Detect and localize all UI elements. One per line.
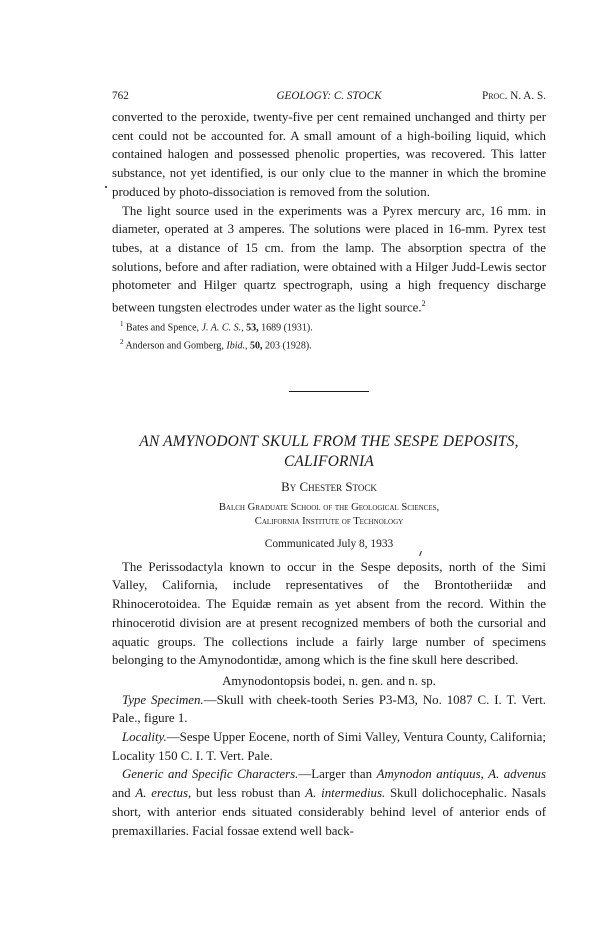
characters-paragraph: Generic and Specific Characters.—Larger than Amynodon antiquus, A. advenus and A. erectus, but less robust than A. intermedius. Skull dolichocephalic. Nasals short, with anterior ends situated considerably behind level of anterior ends of premaxillaries. Facial fossae extend well back- <box>112 767 546 838</box>
characters-label: Generic and Specific Characters. <box>122 767 299 782</box>
type-specimen-label: Type Specimen. <box>122 692 204 707</box>
type-specimen-paragraph: Type Specimen.—Skull with cheek-tooth Series P3-M3, No. 1087 C. I. T. Vert. Pale., figure 1. <box>112 692 547 726</box>
footnote-2: $^2$ Anderson and Gomberg, Ibid., 50, 203 (1928). <box>120 338 312 352</box>
section-divider <box>289 391 369 392</box>
light-source-text: The light source used in the experiments was a Pyrex mercury arc, 16 mm. in diameter, operated at 3 amperes. The solutions were placed in 16-mm. Pyrex test tubes, at a distance of 15 cm. from the lamp. The absorption spectra of the solutions, before and after radiation, were obtained with a Hilger Judd-Lewis sector photometer and Hilger quartz spectrograph, using a high frequency discharge between tungsten electrodes under water as the light source. <box>112 203 546 315</box>
affiliation: Balch Graduate School of the Geological Sciences, California Institute of Technology <box>218 501 440 527</box>
species-heading: Amynodontopsis bodei, n. gen. and n. sp. <box>222 673 436 688</box>
journal-abbrev: Proc. N. A. S. <box>481 90 546 102</box>
intro-paragraph: The Perissodactyla known to occur in the Sespe deposits, north of the Simi Valley, California, include representatives of the Brontotheriidæ and Rhinocerotoidea. The Equidæ remain as yet absent from the record. Within the rhinocerotid division are at present recognized members of both the cursorial and aquatic groups. The collections include a fairly large number of specimens belonging to the Amynodontidæ, among which is the fine skull here described. <box>112 559 546 668</box>
running-header <box>112 89 546 103</box>
footnote-1: $^1$ Bates and Spence, J. A. C. S., 53, 1689 (1931). <box>120 320 313 334</box>
article-title: AN AMYNODONT SKULL FROM THE SESPE DEPOSITS, CALIFORNIA <box>139 432 519 470</box>
locality-label: Locality. <box>122 730 167 745</box>
margin-mark <box>105 186 107 188</box>
continued-paragraph: converted to the peroxide, twenty-five per cent remained unchanged and thirty per cent could not be accounted for. A small amount of a high-boiling liquid, which contained halogen and possessed phenolic properties, was recovered. This latter substance, not yet identified, is our only clue to the manner in which the bromine produced by photo-dissociation is removed from the solution. <box>112 110 546 199</box>
author-byline: By Chester Stock <box>281 479 377 494</box>
communicated-line: Communicated July 8, 1933 <box>112 536 546 552</box>
footnote-ref: 2 <box>421 299 426 309</box>
locality-paragraph: Locality.—Sespe Upper Eocene, north of Simi Valley, Ventura County, California; Locality 150 C. I. T. Vert. Pale. <box>112 730 546 763</box>
running-title: GEOLOGY: C. STOCK <box>276 90 382 102</box>
page-number: 762 <box>112 90 129 102</box>
light-source-paragraph <box>112 202 546 318</box>
page-body <box>112 108 546 840</box>
